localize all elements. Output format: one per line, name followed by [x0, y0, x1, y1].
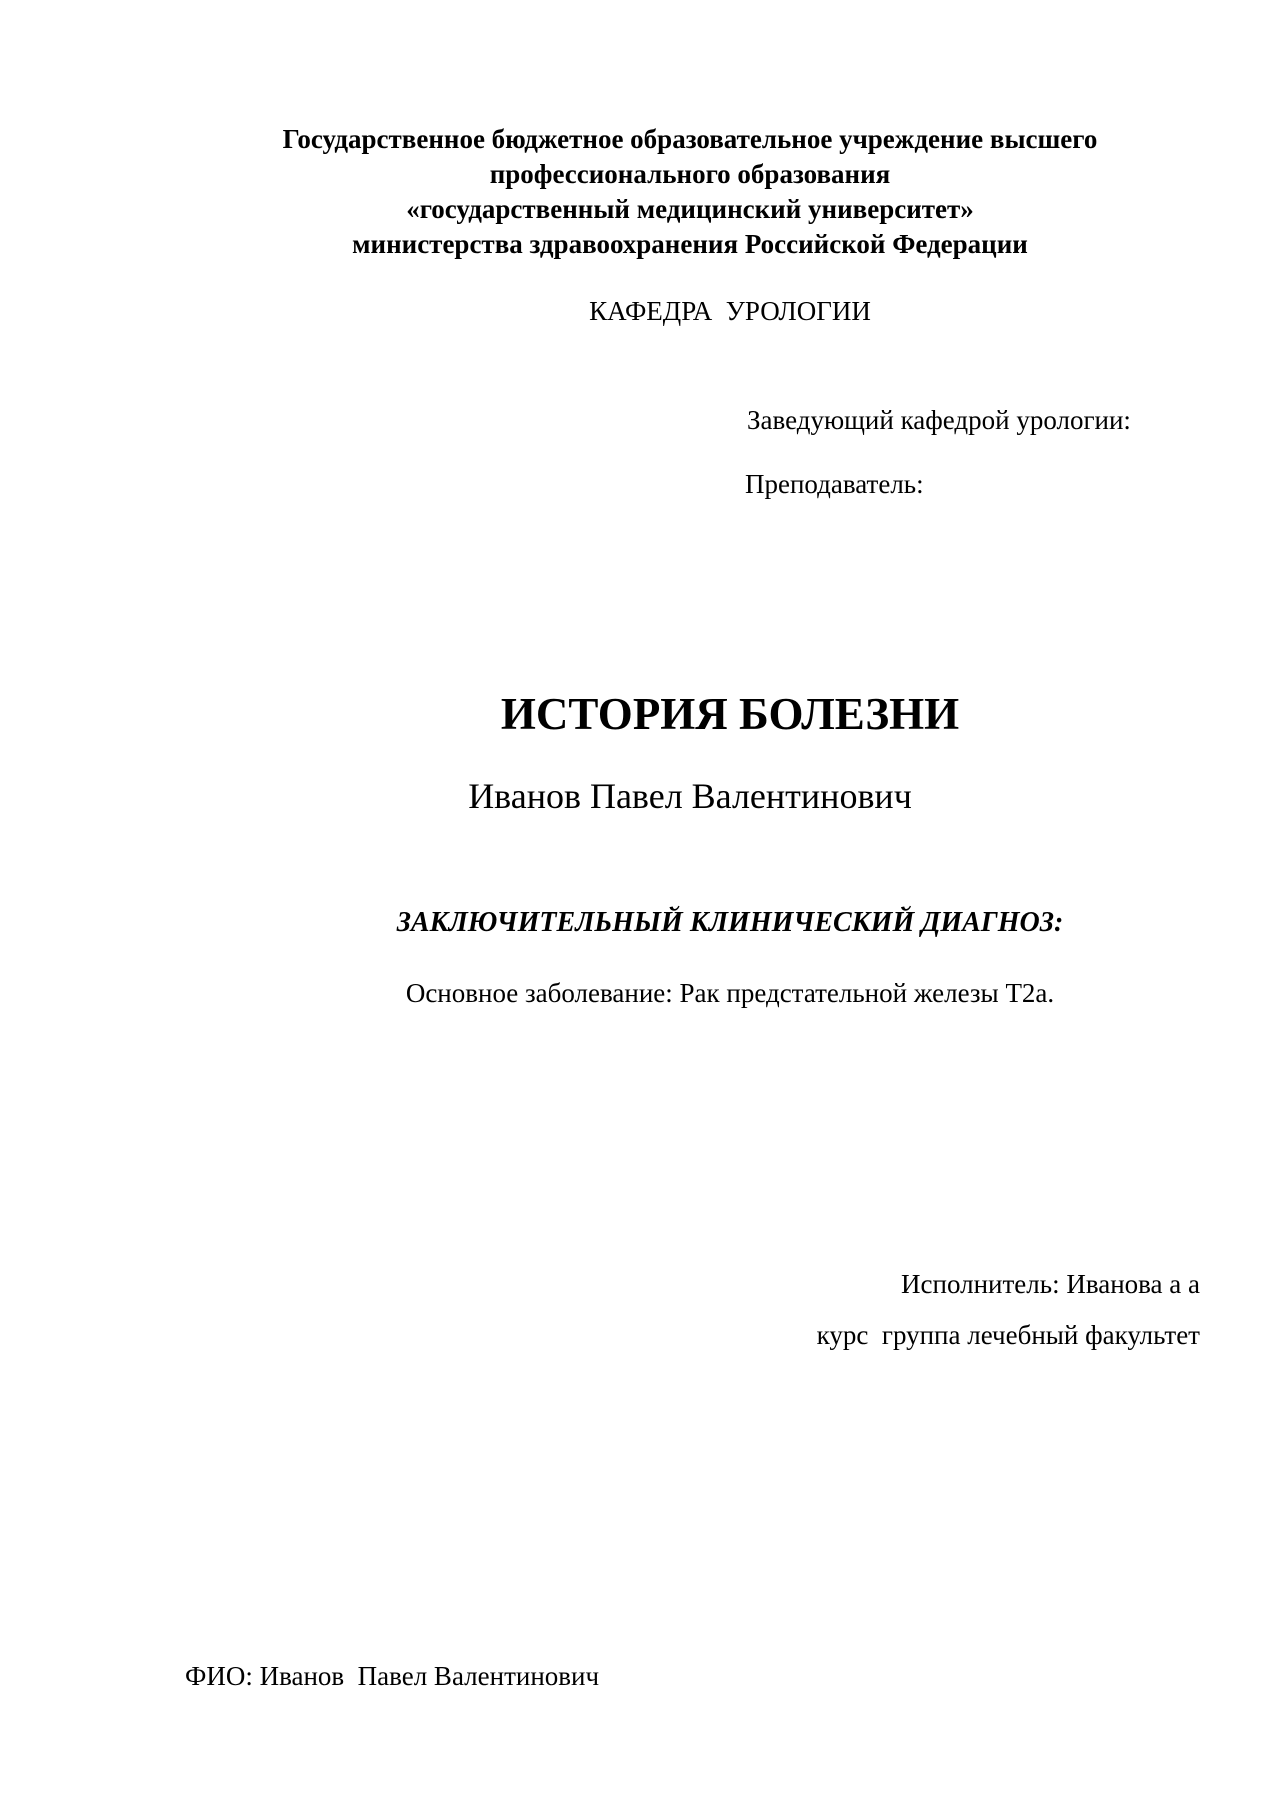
main-disease: Основное заболевание: Рак предстательной железы Т2а.	[405, 978, 1055, 1008]
institution-line-4: министерства здравоохранения Российской Федерации	[352, 229, 1028, 259]
teacher-label: Преподаватель:	[745, 469, 924, 499]
department-title: КАФЕДРА УРОЛОГИИ	[589, 296, 871, 326]
executor-course-group: курс группа лечебный факультет	[816, 1320, 1200, 1350]
institution-line-3: «государственный медицинский университет»	[406, 194, 974, 224]
patient-name: Иванов Павел Валентинович	[468, 776, 912, 816]
head-of-department-label: Заведующий кафедрой урологии:	[747, 405, 1131, 435]
document-title: ИСТОРИЯ БОЛЕЗНИ	[500, 689, 960, 739]
institution-line-1: Государственное бюджетное образовательное учреждение высшего	[282, 124, 1098, 154]
footer-fio: ФИО: Иванов Павел Валентинович	[185, 1661, 600, 1691]
institution-header	[0, 122, 1280, 262]
diagnosis-heading: ЗАКЛЮЧИТЕЛЬНЫЙ КЛИНИЧЕСКИЙ ДИАГНОЗ:	[396, 907, 1064, 938]
executor-name: Исполнитель: Иванова а а	[901, 1269, 1200, 1299]
institution-line-2: профессионального образования	[489, 159, 891, 189]
